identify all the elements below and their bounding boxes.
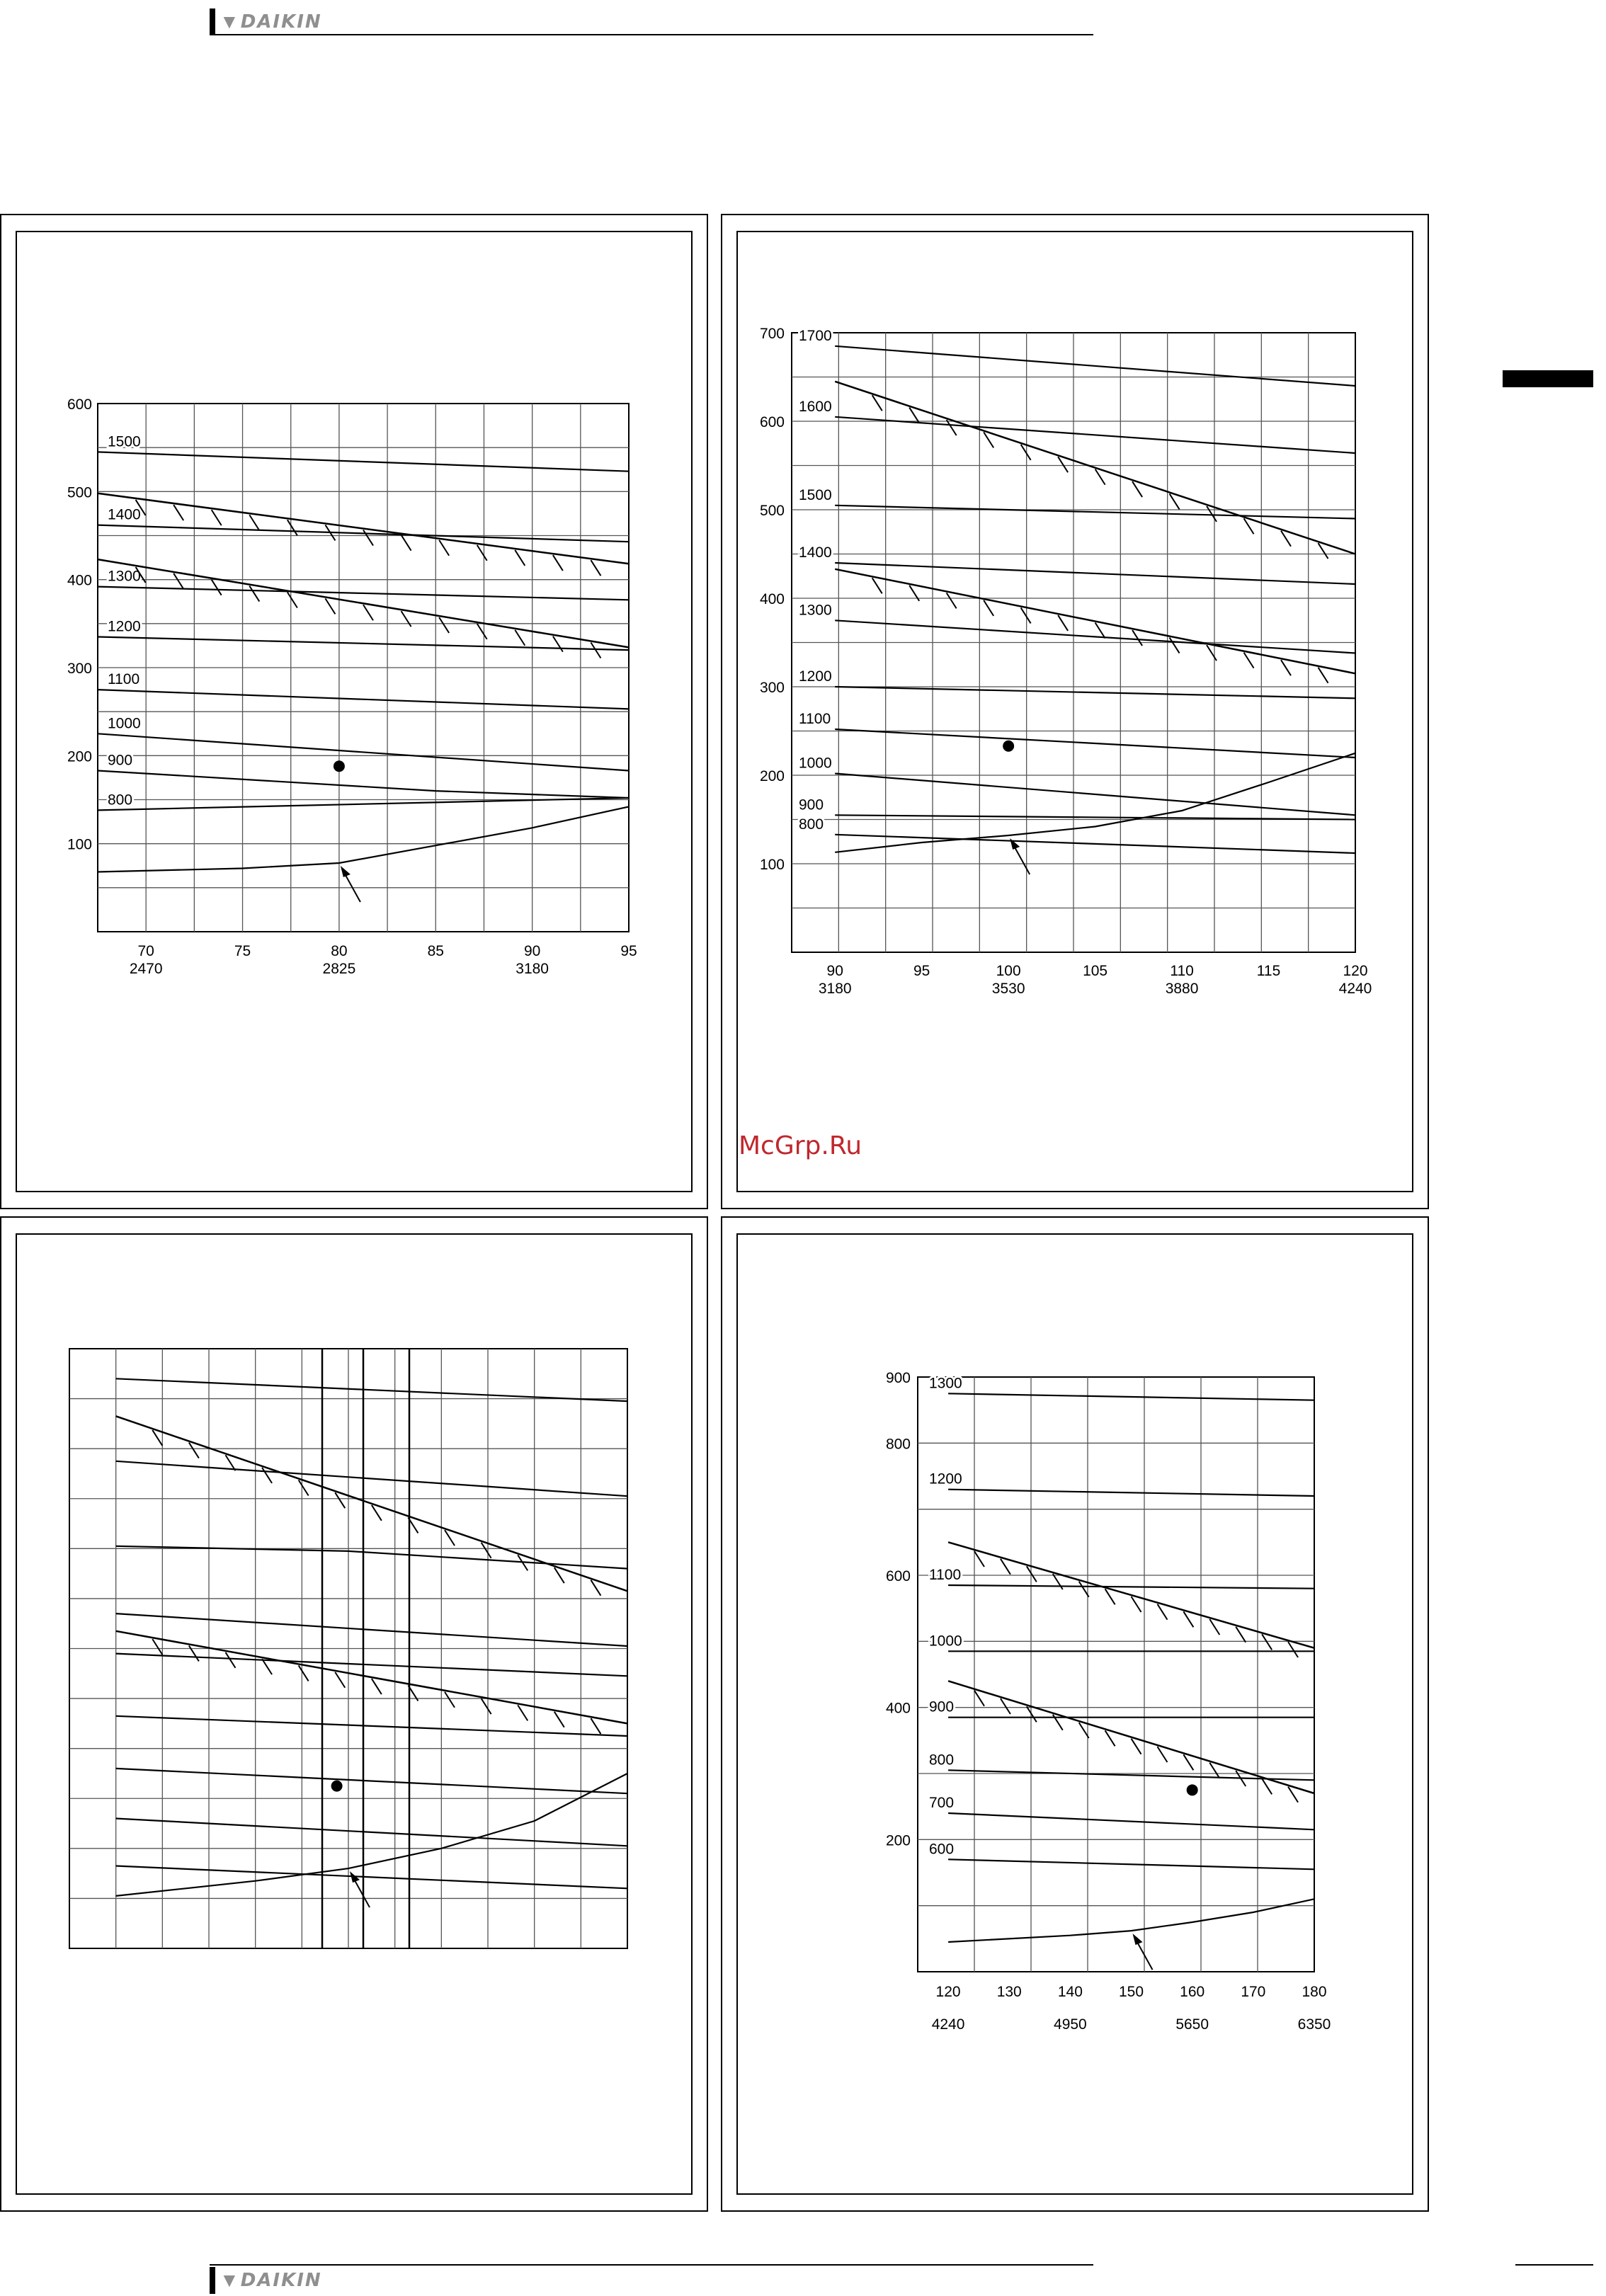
y-tick-label: 500	[759, 503, 785, 519]
system-curve	[98, 806, 629, 872]
hatch-mark	[363, 605, 373, 620]
x-tick-label-secondary: 6350	[1297, 2016, 1331, 2033]
hatch-mark	[984, 600, 993, 616]
footer-brand: DAIKIN	[240, 2270, 322, 2291]
x-tick-label: 105	[1083, 963, 1108, 979]
hatch-mark	[1053, 1574, 1063, 1589]
x-tick-label-secondary: 3530	[991, 981, 1025, 997]
hatch-mark	[439, 617, 449, 633]
hatch-mark	[518, 1705, 528, 1720]
fan-curve-label: 600	[929, 1841, 955, 1858]
fan-curve-900	[98, 771, 629, 799]
hatch-mark	[1244, 518, 1254, 534]
operating-point	[1187, 1784, 1198, 1795]
fan-curve-800	[948, 1770, 1314, 1780]
y-tick-label: 200	[67, 748, 92, 765]
hatch-mark	[1132, 481, 1142, 497]
x-tick-label: 100	[996, 963, 1021, 979]
fan-curve-1300	[835, 620, 1355, 653]
x-tick-label: 95	[913, 963, 930, 979]
arrow-head-icon	[341, 866, 351, 877]
hatch-mark	[591, 1718, 600, 1734]
fan-curve-label: 1300	[799, 602, 832, 619]
fan-curve-e	[116, 1654, 627, 1677]
x-tick-label: 120	[1343, 963, 1368, 979]
y-tick-label: 300	[759, 680, 785, 696]
hatch-mark	[325, 598, 335, 614]
hatch-mark	[1236, 1627, 1246, 1643]
fan-curve-label: 800	[799, 816, 824, 833]
y-tick-label: 400	[67, 572, 92, 589]
hatch-mark	[1288, 1787, 1298, 1803]
hatch-mark	[1170, 493, 1180, 509]
x-tick-label: 140	[1057, 1984, 1083, 2000]
hatch-mark	[225, 1652, 235, 1668]
hatch-mark	[1281, 531, 1291, 547]
watermark: McGrp.Ru	[739, 1131, 862, 1160]
hatch-mark	[1244, 653, 1254, 668]
hatch-mark	[1095, 623, 1105, 639]
arrow-head-icon	[1010, 838, 1020, 850]
hatch-mark	[335, 1672, 345, 1688]
fan-curve-label: 700	[929, 1795, 955, 1811]
hatch-mark	[1319, 668, 1328, 683]
x-tick-label: 130	[996, 1984, 1022, 2000]
hatch-mark	[1207, 645, 1217, 661]
hatch-mark	[262, 1659, 272, 1674]
hatch-mark	[372, 1679, 382, 1694]
x-tick-label: 115	[1256, 963, 1281, 979]
hatch-mark	[515, 630, 525, 646]
hatch-mark	[439, 540, 449, 556]
fan-curve-g	[116, 1769, 627, 1793]
fan-curve-label: 1300	[108, 568, 141, 585]
hatch-mark	[1001, 1698, 1010, 1714]
fan-curve-1100	[948, 1585, 1314, 1589]
lower-limit-line	[948, 1681, 1314, 1793]
x-tick-label-secondary: 4950	[1054, 2016, 1087, 2033]
fan-curve-label: 1200	[108, 618, 141, 635]
fan-curve-label: 800	[929, 1752, 955, 1769]
hatch-mark	[1021, 607, 1031, 623]
fan-curve-label: 1000	[929, 1633, 962, 1650]
hatch-mark	[974, 1551, 984, 1567]
y-tick-label: 600	[759, 414, 785, 430]
fan-curve-label: 1000	[108, 715, 141, 732]
x-tick-label-secondary: 4240	[931, 2016, 965, 2033]
hatch-mark	[1058, 457, 1068, 472]
hatch-mark	[212, 510, 222, 525]
hatch-mark	[477, 545, 487, 561]
hatch-mark	[1132, 1739, 1141, 1754]
fan-curve-1300	[98, 587, 629, 600]
hatch-mark	[1319, 543, 1328, 559]
x-tick-label-secondary: 3180	[818, 981, 852, 997]
y-tick-label: 700	[759, 326, 785, 342]
hatch-mark	[152, 1639, 162, 1655]
y-tick-label: 600	[67, 396, 92, 413]
y-tick-label: 900	[885, 1370, 911, 1386]
hatch-mark	[1209, 1763, 1219, 1778]
hatch-mark	[1132, 630, 1142, 646]
fan-curve-label: 900	[108, 752, 133, 769]
hatch-mark	[402, 535, 411, 551]
footer-logo	[210, 2267, 322, 2294]
hatch-mark	[1209, 1619, 1219, 1635]
hatch-mark	[1288, 1642, 1298, 1657]
x-tick-label: 90	[523, 943, 541, 959]
fan-curve-1100	[835, 729, 1355, 758]
daikin-mark-icon: ▼	[220, 11, 239, 33]
lower-limit-line	[98, 559, 629, 647]
y-tick-label: 300	[67, 661, 92, 677]
x-tick-label: 160	[1180, 1984, 1205, 2000]
hatch-mark	[1105, 1730, 1115, 1746]
fan-curve-d	[116, 1614, 627, 1646]
operating-point	[1003, 741, 1014, 752]
hatch-mark	[1183, 1611, 1193, 1627]
lower-limit-line	[835, 569, 1355, 674]
lower-limit-line	[116, 1631, 627, 1724]
x-tick-label: 170	[1241, 1984, 1266, 2000]
fan-curve-1500	[835, 506, 1355, 519]
hatch-mark	[173, 573, 183, 589]
x-tick-label: 110	[1170, 963, 1194, 979]
fan-curve-1200	[948, 1490, 1314, 1496]
y-tick-label: 100	[67, 836, 92, 853]
hatch-mark	[947, 593, 957, 608]
footer-rule	[210, 2264, 1093, 2266]
fan-curve-900	[835, 815, 1355, 819]
fan-curve-label: 1500	[108, 433, 141, 450]
fan-curve-label: 1100	[108, 671, 140, 688]
x-tick-label: 95	[620, 943, 637, 959]
hatch-mark	[1207, 506, 1217, 522]
hatch-mark	[1170, 638, 1180, 653]
x-tick-label: 70	[137, 943, 154, 959]
hatch-mark	[1262, 1778, 1272, 1794]
operating-point	[331, 1781, 343, 1792]
hatch-mark	[189, 1645, 199, 1661]
x-tick-label: 180	[1302, 1984, 1327, 2000]
hatch-mark	[1105, 1589, 1115, 1604]
hatch-mark	[974, 1691, 984, 1706]
footer-rule-right	[1515, 2264, 1593, 2266]
upper-limit-line	[835, 382, 1355, 554]
fan-curve-label: 1600	[799, 398, 832, 415]
upper-limit-line	[98, 493, 629, 564]
fan-curve-h	[116, 1819, 627, 1846]
fan-curve-label: 1200	[799, 668, 832, 685]
fan-curve-1400	[98, 525, 629, 542]
x-tick-label-secondary: 5650	[1175, 2016, 1209, 2033]
upper-limit-line	[116, 1416, 627, 1591]
fan-curve-1200	[835, 687, 1355, 698]
x-tick-label: 150	[1119, 1984, 1144, 2000]
fan-curve-700	[948, 1813, 1314, 1829]
logo-bar	[210, 2267, 215, 2294]
fan-curve-label: 1700	[799, 327, 832, 344]
hatch-mark	[1262, 1634, 1272, 1650]
hatch-mark	[554, 1712, 564, 1727]
hatch-mark	[212, 580, 222, 595]
hatch-mark	[553, 636, 563, 652]
fan-curve-1100	[98, 690, 629, 709]
hatch-mark	[1157, 1604, 1167, 1620]
upper-limit-line	[948, 1542, 1314, 1647]
fan-curve-600	[948, 1859, 1314, 1869]
fan-curve-label: 1100	[929, 1567, 962, 1583]
hatch-mark	[287, 592, 297, 607]
y-tick-label: 600	[885, 1568, 911, 1584]
y-tick-label: 400	[759, 591, 785, 607]
hatch-mark	[402, 611, 411, 627]
header-brand: DAIKIN	[240, 11, 322, 33]
fan-curve-label: 1500	[799, 486, 832, 503]
hatch-mark	[591, 560, 600, 576]
hatch-mark	[287, 520, 297, 535]
fan-curve-1600	[835, 417, 1355, 453]
hatch-mark	[482, 1698, 491, 1714]
x-tick-label: 120	[935, 1984, 961, 2000]
x-tick-label-secondary: 3880	[1165, 981, 1199, 997]
fan-curve-label: 1400	[108, 506, 141, 523]
hatch-mark	[299, 1665, 309, 1681]
hatch-mark	[1001, 1559, 1010, 1575]
hatch-mark	[1132, 1597, 1141, 1612]
y-tick-label: 500	[67, 484, 92, 501]
hatch-mark	[515, 550, 525, 566]
x-tick-label: 75	[234, 943, 251, 959]
arrow-head-icon	[1133, 1934, 1143, 1945]
fan-curve-1200	[98, 637, 629, 651]
x-tick-label: 90	[826, 963, 843, 979]
fan-curve-label: 1400	[799, 544, 832, 561]
fan-curve-label: 800	[108, 792, 133, 809]
fan-curve-b	[116, 1461, 627, 1496]
hatch-mark	[1027, 1706, 1037, 1722]
hatch-mark	[553, 555, 563, 571]
fan-curve-label: 900	[929, 1698, 955, 1715]
x-tick-label: 80	[331, 943, 348, 959]
hatch-mark	[591, 643, 600, 658]
fan-curve-1700	[835, 346, 1355, 386]
hatch-mark	[363, 530, 373, 546]
hatch-mark	[477, 624, 487, 639]
fan-curve-label: 1300	[929, 1375, 962, 1392]
hatch-mark	[1095, 469, 1105, 485]
y-tick-label: 400	[885, 1700, 911, 1717]
operating-point	[334, 760, 345, 772]
fan-curve-1400	[835, 563, 1355, 584]
daikin-mark-icon: ▼	[220, 2269, 239, 2291]
fan-curve-i	[116, 1866, 627, 1889]
fan-curve-label: 1200	[929, 1470, 962, 1487]
hatch-mark	[1157, 1747, 1167, 1762]
x-tick-label-secondary: 3180	[516, 961, 549, 977]
x-tick-label-secondary: 2825	[322, 961, 356, 977]
hatch-mark	[1183, 1754, 1193, 1770]
y-tick-label: 200	[885, 1832, 911, 1849]
hatch-mark	[249, 586, 259, 602]
plot-frame	[918, 1377, 1314, 1972]
hatch-mark	[1058, 615, 1068, 631]
fan-curve-label: 1000	[799, 755, 832, 772]
fan-curve-1500	[98, 452, 629, 471]
hatch-mark	[249, 515, 259, 530]
fan-curve-label: 1100	[799, 711, 831, 727]
hatch-mark	[872, 578, 882, 593]
y-tick-label: 200	[759, 768, 785, 784]
x-tick-label: 85	[427, 943, 444, 959]
fan-curve-label: 900	[799, 796, 824, 813]
hatch-mark	[173, 505, 183, 520]
fan-curve-f	[116, 1716, 627, 1736]
hatch-mark	[1281, 660, 1291, 675]
x-tick-label-secondary: 2470	[129, 961, 163, 977]
fan-curve-a	[116, 1378, 627, 1401]
fan-curve-1300	[948, 1393, 1314, 1400]
y-tick-label: 800	[885, 1436, 911, 1453]
fan-curve-1000	[98, 733, 629, 770]
hatch-mark	[1027, 1566, 1037, 1582]
x-tick-label-secondary: 4240	[1338, 981, 1372, 997]
y-tick-label: 100	[759, 857, 785, 873]
hatch-mark	[445, 1692, 455, 1708]
